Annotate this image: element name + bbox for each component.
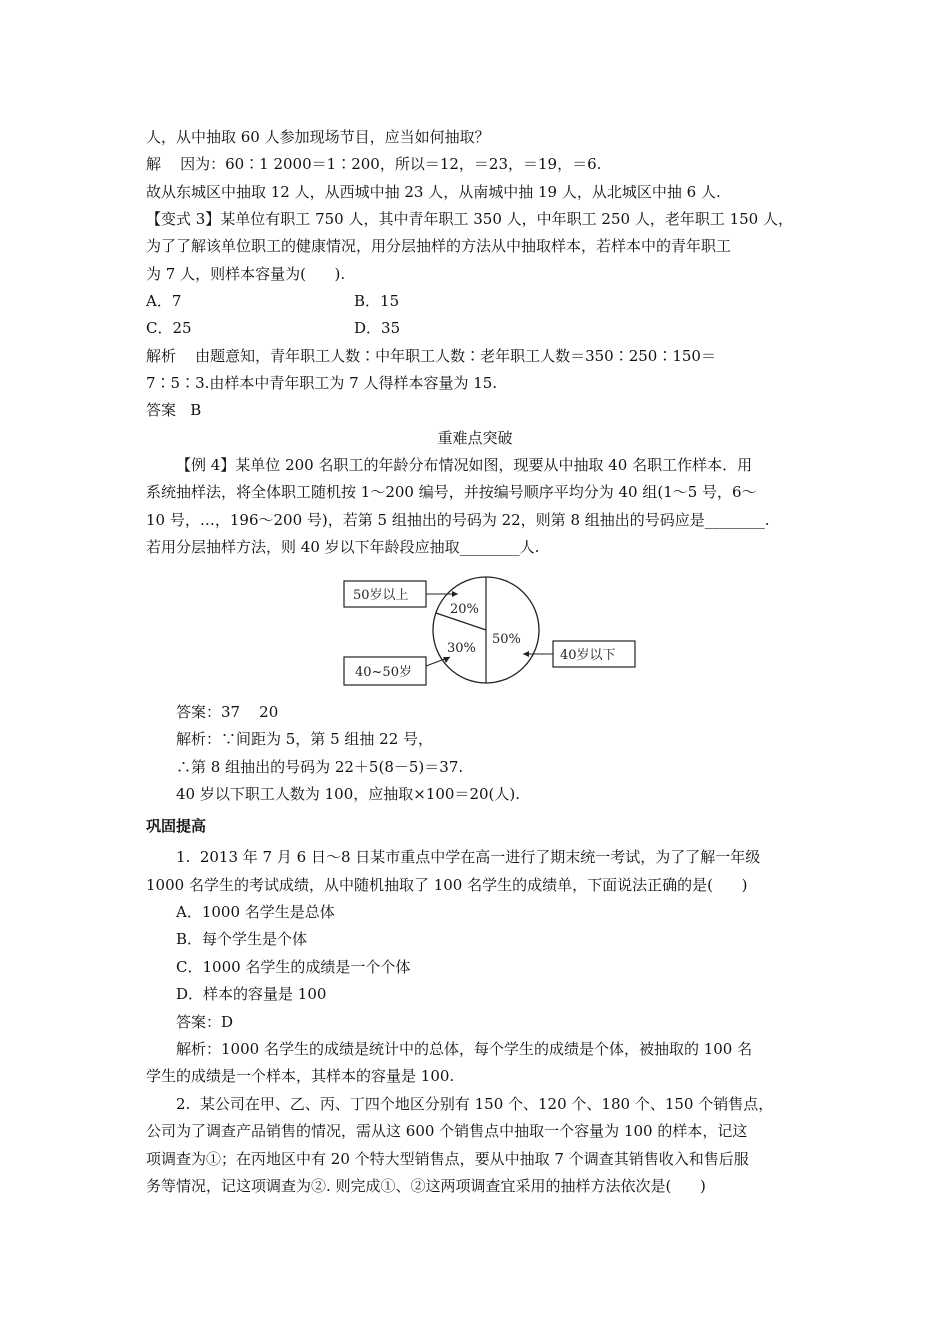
slice-label-20: 20%	[450, 602, 479, 617]
option-c: C．25	[146, 319, 192, 337]
text-line: 2. 某公司在甲、乙、丙、丁四个地区分别有 150 个、120 个、180 个、150 个销售点，	[176, 1095, 774, 1113]
age-pie-chart	[340, 575, 640, 695]
text-line: 【变式 3】某单位有职工 750 人，其中青年职工 350 人，中年职工 250 人，老年职工 150 人，	[146, 210, 793, 228]
slice-label-30: 30%	[447, 641, 476, 656]
text-line: 学生的成绩是一个样本，其样本的容量是 100.	[146, 1067, 455, 1085]
text-line: 项调查为①；在丙地区中有 20 个特大型销售点，要从中抽取 7 个调查其销售收入和售后服	[146, 1150, 749, 1168]
text-line: 为了了解该单位职工的健康情况，用分层抽样的方法从中抽取样本，若样本中的青年职工	[146, 237, 732, 255]
option-a: A．1000 名学生是总体	[176, 903, 335, 921]
text-line: 若用分层抽样方法，则 40 岁以下年龄段应抽取________人.	[146, 538, 540, 556]
text-line: 公司为了调查产品销售的情况，需从这 600 个销售点中抽取一个容量为 100 的样本，记这	[146, 1122, 748, 1140]
slice-label-50: 50%	[492, 632, 521, 647]
text-line: 解析 由题意知，青年职工人数∶中年职工人数∶老年职工人数＝350∶250∶150＝	[146, 347, 716, 365]
answer-line: 答案：37 20	[176, 703, 279, 721]
text-line: 务等情况，记这项调查为②. 则完成①、②这两项调查宜采用的抽样方法依次是( )	[146, 1177, 706, 1195]
answer-line: 答案 B	[146, 401, 202, 419]
option-b: B．15	[354, 292, 400, 310]
text-line: 为 7 人，则样本容量为( ).	[146, 265, 346, 283]
text-line: 7∶5∶3.由样本中青年职工为 7 人得样本容量为 15.	[146, 374, 498, 392]
option-b: B．每个学生是个体	[176, 930, 308, 948]
option-d: D．样本的容量是 100	[176, 985, 327, 1003]
text-line: 解 因为：60∶1 2000＝1∶200，所以＝12，＝23，＝19，＝6.	[146, 155, 602, 173]
section-heading: 巩固提高	[146, 817, 207, 835]
callout-label-40-below: 40岁以下	[560, 648, 616, 663]
text-line: 人，从中抽取 60 人参加现场节目，应当如何抽取？	[146, 128, 490, 146]
text-line: 解析：1000 名学生的成绩是统计中的总体，每个学生的成绩是个体，被抽取的 100 名	[176, 1040, 753, 1058]
text-line: 40 岁以下职工人数为 100，应抽取×100＝20(人).	[176, 785, 521, 803]
text-line: 【例 4】某单位 200 名职工的年龄分布情况如图，现要从中抽取 40 名职工作样本．用	[176, 456, 753, 474]
text-line: 系统抽样法，将全体职工随机按 1～200 编号，并按编号顺序平均分为 40 组(1～5 号，6～	[146, 483, 757, 501]
section-title: 重难点突破	[437, 429, 513, 447]
callout-label-40-50: 40~50岁	[355, 665, 412, 680]
text-line: 1000 名学生的考试成绩，从中随机抽取了 100 名学生的成绩单，下面说法正确的是( )	[146, 876, 748, 894]
text-line: 1. 2013 年 7 月 6 日～8 日某市重点中学在高一进行了期末统一考试，为了了解一年级	[176, 848, 761, 866]
text-line: 故从东城区中抽取 12 人，从西城中抽 23 人，从南城中抽 19 人，从北城区中抽 6 人.	[146, 183, 721, 201]
option-c: C．1000 名学生的成绩是一个个体	[176, 958, 411, 976]
option-d: D．35	[354, 319, 401, 337]
option-a: A．7	[146, 292, 182, 310]
callout-label-50-above: 50岁以上	[353, 588, 409, 603]
text-line: ∴第 8 组抽出的号码为 22＋5(8－5)＝37.	[176, 758, 464, 776]
text-line: 解析：∵间距为 5，第 5 组抽 22 号，	[176, 730, 434, 748]
answer-line: 答案：D	[176, 1013, 234, 1031]
text-line: 10 号，…，196～200 号)，若第 5 组抽出的号码为 22，则第 8 组抽出的号码应是________.	[146, 511, 770, 529]
